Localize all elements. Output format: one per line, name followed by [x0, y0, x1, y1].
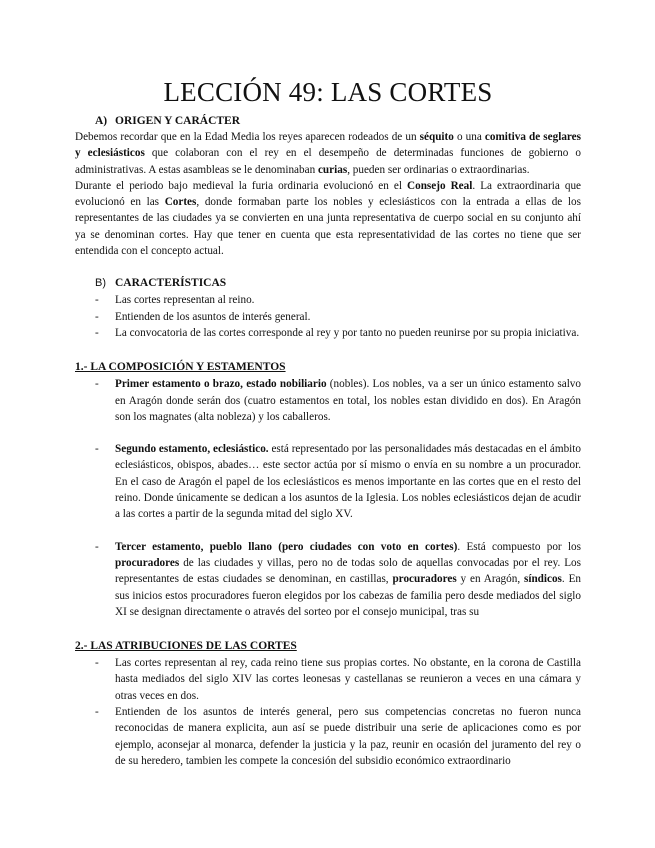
bullet-dash: -: [95, 443, 99, 456]
bold-term-primer-estamento: Primer estamento o brazo, estado nobiliario: [115, 378, 327, 391]
bullet-dash: -: [95, 706, 99, 719]
list-item: [75, 309, 581, 325]
text-run: Durante el periodo bajo medieval la furia ordinaria evolucionó en el: [75, 179, 408, 192]
section-a-heading: [95, 114, 581, 129]
list-item: [75, 376, 581, 425]
bold-term-sindicos: síndicos: [523, 573, 562, 586]
section-1-heading: 1.- LA COMPOSICIÓN Y ESTAMENTOS: [75, 361, 286, 374]
section-b-letter: B): [95, 277, 106, 290]
text-run: , donde formaban parte los nobles y eclesiásticos con la entrada a ellas de los representantes de las ciudades ya se convierten en una junta representativa de cuerpo social en su conjunto ahí ya se denominan cortes. Hay que tener en cuenta que esta representatividad de las cortes no tiene que ser entendida con el concepto actual.: [75, 196, 581, 258]
text-run: Debemos recordar que en la Edad Media los reyes aparecen rodeados de un: [75, 131, 420, 143]
text-run: está representado por las personalidades más destacadas en el ámbito eclesiásticos, obispos, abades… este sector actúa por sí mismo o envía en su nombre a un procurador. En el caso de Aragón el papel de los eclesiásticos es menos importante en las cortes que en el resto del reino. Donde únicamente se dedican a los asuntos de la Iglesia. Los nobles eclesiásticos dejan de acudir a las cortes a partir de la segunda mitad del siglo XV.: [115, 443, 581, 521]
text-run: y en Aragón,: [456, 573, 524, 586]
text-run: (nobles). Los nobles, va a ser un único estamento salvo en Aragón donde serán dos (cuatro estamentos en total, los nobles estan dividido en dos). En Aragón son los magnates (alta nobleza) y los caballeros.: [115, 378, 581, 423]
section-1-list: [75, 376, 581, 620]
list-item: [75, 655, 581, 704]
bold-term-procuradores: procuradores: [392, 573, 457, 586]
section-b-list: [75, 292, 581, 341]
list-item: [75, 292, 581, 308]
bold-term-consejo-real: Consejo Real: [407, 179, 473, 192]
section-a-paragraph-2: [75, 178, 581, 259]
page-title: LECCIÓN 49: LAS CORTES: [163, 77, 493, 107]
text-run: o una: [453, 131, 485, 143]
bold-term-cortes: Cortes: [164, 196, 197, 209]
bullet-dash: -: [95, 540, 99, 553]
list-item: [75, 325, 581, 341]
spacer: [75, 425, 581, 441]
section-b-heading: [95, 275, 581, 291]
list-item-text: Las cortes representan al reino.: [115, 294, 255, 307]
section-a-letter: A): [95, 115, 108, 127]
bold-term-segundo-estamento: Segundo estamento, eclesiástico.: [115, 443, 269, 456]
list-item: [75, 441, 581, 522]
text-run: . En sus inicios estos procuradores fueron elegidos por los cabezas de familia pero desde mediados del siglo XI se designan directamente o através del sorteo por el consejo municipal, tras su: [115, 573, 581, 618]
bullet-dash: -: [95, 310, 99, 323]
text-run: . La extraordinaria que evolucionó en las: [75, 179, 581, 209]
text-run: de las ciudades y villas, pero no de todas solo de aquellas convocadas por el rey. Los representantes de estas ciudades se denominan, en castillas,: [115, 556, 581, 586]
bold-term-comitiva: comitiva de seglares y eclesiásticos: [75, 131, 581, 160]
bullet-dash: -: [95, 378, 99, 391]
list-item: [75, 704, 581, 769]
text-run: . Está compuesto por los: [457, 540, 582, 553]
section-b-title: CARACTERÍSTICAS: [115, 277, 227, 290]
list-item-text: Entienden de los asuntos de interés general.: [115, 310, 311, 323]
section-a-title: ORIGEN Y CARÁCTER: [115, 115, 241, 127]
bold-term-tercer-estamento: Tercer estamento, pueblo llano (pero ciudades con voto en cortes): [115, 540, 458, 553]
section-2-heading: 2.- LAS ATRIBUCIONES DE LAS CORTES: [75, 640, 297, 653]
section-a-paragraph-1: [75, 129, 581, 178]
bullet-dash: -: [95, 326, 99, 339]
spacer: [75, 523, 581, 539]
bold-term-curias: curias: [317, 163, 348, 176]
list-item: [75, 539, 581, 620]
bullet-dash: -: [95, 657, 99, 670]
text-run: , pueden ser ordinarias o extraordinarias.: [347, 163, 530, 176]
list-item-text: Entienden de los asuntos de interés general, pero sus competencias concretas no fueron nunca reconocidas de manera explicita, aun así se puede distribuir una serie de aplicaciones como es por ejemplo, aconsejar al monarca, defender la justicia y la paz, reunir en ocasión del juramento del rey o de su heredero, tambien les compete la concesión del subsidio económico extraordinario: [115, 706, 581, 767]
list-item-text: Las cortes representan al rey, cada reino tiene sus propias cortes. No obstante, en la corona de Castilla hasta mediados del siglo XIV las cortes leonesas y castellanas se reunieron a veces en una cámara y otras veces en dos.: [115, 657, 581, 702]
bullet-dash: -: [95, 294, 99, 307]
section-2-list: [75, 655, 581, 769]
text-run: que colaboran con el rey en el desempeño de determinadas funciones de gobierno o administrativas. A estas asambleas se le denominaban: [75, 147, 581, 176]
bold-term-procuradores: procuradores: [115, 556, 180, 569]
list-item-text: La convocatoria de las cortes corresponde al rey y por tanto no pueden reunirse por su propia iniciativa.: [115, 326, 580, 339]
bold-term-sequito: séquito: [419, 131, 454, 143]
